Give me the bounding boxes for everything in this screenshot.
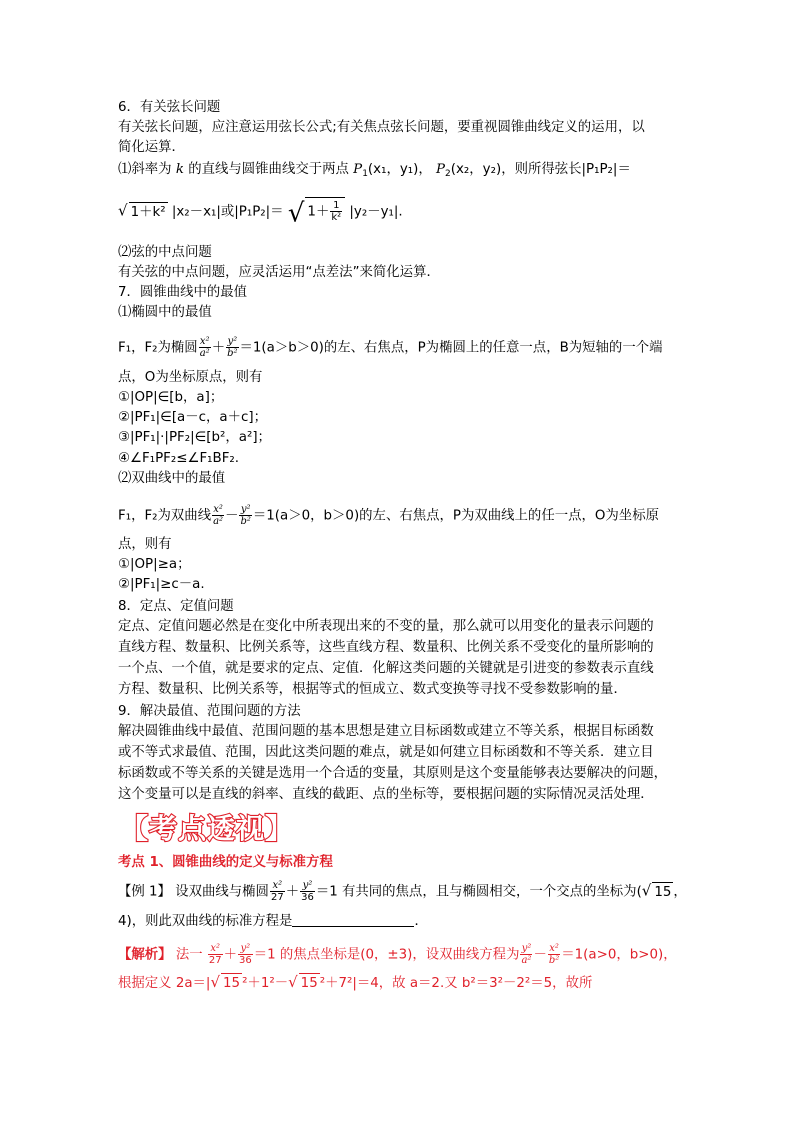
section-7-sub2: ⑵双曲线中的最值 [118, 471, 226, 486]
var-k: k [175, 162, 184, 177]
fraction-y [238, 943, 253, 966]
ellipse-item-3: ③|PF₁|·|PF₂|∈[b²，a²]； [118, 430, 271, 445]
text: 4)，则此双曲线的标准方程是 [118, 914, 293, 929]
ellipse-item-1: ①|OP|∈[b，a]； [118, 390, 224, 405]
numerator: y² [240, 504, 251, 515]
numerator: y² [521, 943, 532, 954]
fraction-x [270, 880, 285, 903]
sqrt-sign: √ [118, 201, 128, 220]
text: F₁，F₂为双曲线 [118, 508, 212, 524]
text: ＝1(a>0，b>0)， [561, 947, 677, 963]
example-1-line1: 【例 1】 设双曲线与椭圆 $\frac{\text{x²}}{27}$ ＋ $\frac{\text{y²}}{36}$ ＝1 有共同的焦点，且与椭圆相交，一个交点的坐标为(√ 15 ， [118, 880, 687, 903]
kaodian-toushi-banner [118, 810, 298, 846]
denominator: a² [521, 955, 532, 966]
hyperbola-definition-line2: 点，则有 [118, 537, 172, 552]
numerator: y² [238, 943, 253, 955]
sqrt-sign-large: √ [287, 198, 305, 229]
fraction-x [199, 336, 211, 359]
hyperbola-item-1: ①|OP|≥a； [118, 557, 191, 572]
section-8-line2: 直线方程、数量积、比例关系等，这些直线方程、数量积、比例关系不受变化的量所影响的 [118, 640, 654, 655]
solution-line1: 【解析】 法一 $\frac{\text{x²}}{27}$ ＋ $\frac{\text{y²}}{36}$ ＝1 的焦点坐标是(0，±3)，设双曲线方程为 $\frac{\text{y²}}{\text{a²}}$ － $\frac{\text{x²}}{\text{b²}}$ ＝1(a>0，b>0)， [118, 943, 677, 966]
text: F₁，F₂为椭圆 [118, 340, 198, 356]
text: 的直线与圆锥曲线交于两点 [188, 162, 349, 177]
chord-length-formula [118, 197, 403, 229]
ellipse-definition: F₁，F₂为椭圆 $\frac{\text{x²}}{\text{a²}}$ ＋ $\frac{\text{y²}}{\text{b²}}$ ＝1(a＞b＞0)的左、右焦点，P为椭圆上的任意一点，B为短轴的一个端 [118, 336, 663, 359]
fraction-y [300, 880, 315, 903]
p1-coords: (x₁，y₁)， [367, 162, 432, 177]
kaodian-1-title: 考点 1、圆锥曲线的定义与标准方程 [118, 855, 333, 870]
numerator: y² [300, 880, 315, 892]
sqrt-content: 15 [221, 973, 242, 994]
sqrt-content: 1＋k² [129, 202, 168, 223]
hyperbola-definition: F₁，F₂为双曲线 $\frac{\text{x²}}{\text{a²}}$ － $\frac{\text{y²}}{\text{b²}}$ ＝1(a＞0，b＞0)的左、右焦点，P为双曲线上的任一点，O为坐标原 [118, 504, 659, 527]
text: ＝1(a＞b＞0)的左、右焦点，P为椭圆上的任意一点，B为短轴的一个端 [239, 340, 663, 356]
section-9-line2: 或不等式求最值、范围，因此这类问题的难点，就是如何建立目标函数和不等关系．建立目 [118, 745, 654, 760]
text: ， [673, 884, 687, 900]
section-6-para3: 有关弦的中点问题，应灵活运用“点差法”来简化运算． [118, 265, 440, 280]
numerator: 1 [330, 200, 342, 212]
answer-blank[interactable] [292, 912, 414, 927]
text: 法一 [175, 947, 203, 963]
sqrt-content-2 [305, 197, 345, 223]
formula-mid: |x₂－x₁|或|P₁P₂|＝ [171, 204, 284, 220]
denominator: 27 [208, 955, 222, 966]
numerator: x² [270, 880, 285, 892]
section-8-line3: 一个点、一个值，就是要求的定点、定值．化解这类问题的关键就是引进变的参数表示直线 [118, 661, 654, 676]
text: ． [414, 914, 428, 929]
sqrt-content: 15 [299, 973, 320, 994]
sqrt-sign: √ [288, 973, 298, 991]
banner-text: 【考点透视】 [120, 812, 295, 845]
fraction-y [239, 504, 251, 527]
ellipse-definition-line2: 点，O为坐标原点，则有 [118, 370, 263, 385]
numerator: x² [199, 336, 210, 347]
solution-label: 【解析】 [118, 947, 172, 963]
denominator: b² [227, 348, 238, 359]
text: ⑴斜率为 [118, 162, 172, 177]
ellipse-item-2: ②|PF₁|∈[a－c，a＋c]； [118, 410, 267, 425]
section-8-line4: 方程、数量积、比例关系等，根据等式的恒成立、数式变换等寻找不受参数影响的量． [118, 682, 627, 697]
text: 根据定义 2a＝| [118, 976, 211, 991]
denominator: k² [331, 212, 342, 223]
section-7-title: 7．圆锥曲线中的最值 [118, 285, 248, 300]
denominator: a² [213, 516, 224, 527]
var-p1: P [353, 162, 363, 177]
example-label: 【例 1】 [118, 884, 171, 900]
denominator: 36 [239, 955, 252, 966]
section-6-para-line2: 简化运算． [118, 140, 185, 155]
numerator: x² [208, 943, 223, 955]
fraction-y [226, 336, 238, 359]
sqrt-content: 15 [652, 882, 673, 903]
ellipse-item-4: ④∠F₁PF₂≤∠F₁BF₂. [118, 451, 240, 466]
text: ＝1(a＞0，b＞0)的左、右焦点，P为双曲线上的任一点，O为坐标原 [252, 508, 659, 524]
section-6-para-line1: 有关弦长问题，应注意运用弦长公式;有关焦点弦长问题，要重视圆锥曲线定义的运用，以 [118, 120, 645, 135]
section-8-line1: 定点、定值问题必然是在变化中所表现出来的不变的量，那么就可以用变化的量表示问题的 [118, 619, 654, 634]
var-p2: P [436, 162, 446, 177]
denominator: b² [548, 955, 560, 966]
formula-end: |y₂－y₁|. [349, 204, 403, 220]
hyperbola-item-2: ②|PF₁|≥c－a. [118, 577, 205, 592]
sqrt-sign: √ [641, 881, 652, 900]
fraction-x2 [548, 943, 560, 966]
section-9-line4: 这个变量可以是直线的斜率、直线的截距、点的坐标等，要根据问题的实际情况灵活处理． [118, 787, 654, 802]
numerator: x² [213, 504, 223, 515]
denominator: 27 [270, 892, 284, 903]
fraction-y2 [520, 943, 532, 966]
text: ＝1 的焦点坐标是(0，±3)，设双曲线方程为 [253, 947, 520, 963]
section-9-title: 9．解决最值、范围问题的方法 [118, 704, 301, 719]
text: ²＋1²－ [242, 976, 289, 991]
fraction-x [212, 504, 224, 527]
text: 1＋ [307, 204, 330, 220]
fraction [330, 200, 342, 223]
example-1-line2 [118, 912, 428, 932]
denominator: 36 [301, 892, 314, 903]
text: ＝1 有共同的焦点，且与椭圆相交，一个交点的坐标为( [315, 884, 642, 900]
section-7-sub1: ⑴椭圆中的最值 [118, 305, 212, 320]
section-9-line3: 标函数或不等关系的关键是选用一个合适的变量，其原则是这个变量能够表达要解决的问题， [118, 766, 668, 781]
chord-length-intro: ⑴斜率为 k 的直线与圆锥曲线交于两点 $P_1(x_1$，y₁)， $P_2(x_2$，y₂)，则所得弦长|P₁P₂|＝ [118, 162, 631, 179]
section-6-title: 6．有关弦长问题 [118, 100, 221, 115]
solution-line2 [118, 972, 592, 994]
numerator: x² [549, 943, 559, 954]
section-6-sub2: ⑵弦的中点问题 [118, 245, 212, 260]
sqrt-sign: √ [210, 973, 221, 991]
section-9-line1: 解决圆锥曲线中最值、范围问题的基本思想是建立目标函数或建立不等关系，根据目标函数 [118, 724, 654, 739]
fraction-x [208, 943, 223, 966]
denominator: b² [240, 516, 251, 527]
p2-coords: (x₂，y₂)，则所得弦长|P₁P₂|＝ [450, 162, 631, 177]
numerator: y² [227, 336, 238, 347]
text: ²＋7²|＝4，故 a＝2.又 b²＝3²－2²＝5，故所 [319, 976, 593, 991]
section-8-title: 8．定点、定值问题 [118, 599, 234, 614]
denominator: a² [199, 348, 210, 359]
text: 设双曲线与椭圆 [175, 884, 269, 900]
